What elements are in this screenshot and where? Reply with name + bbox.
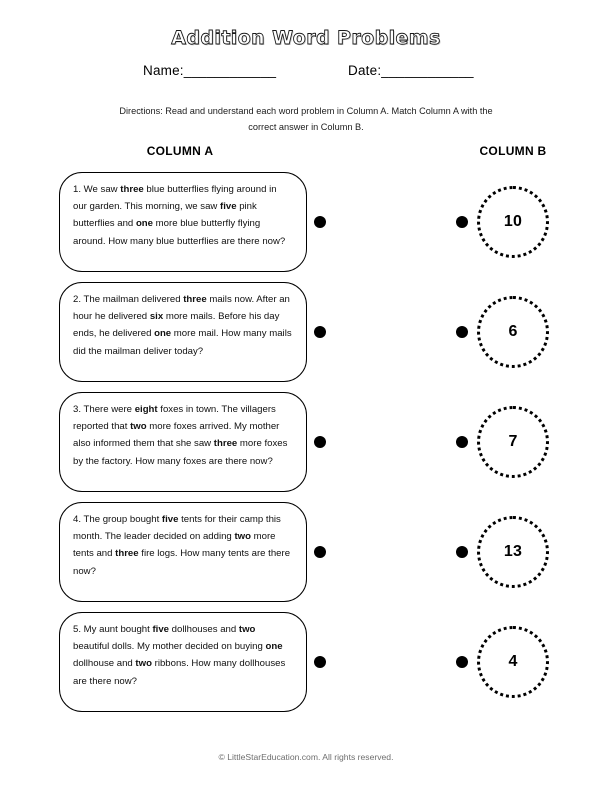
connector-dot-right-3[interactable] [456,436,468,448]
connector-dot-left-3[interactable] [314,436,326,448]
match-rows [0,172,612,722]
column-a-header: COLUMN A [146,144,214,158]
column-b-header: COLUMN B [479,144,547,158]
match-row [0,282,612,392]
connector-dot-right-2[interactable] [456,326,468,338]
directions-text: Directions: Read and understand each word problem in Column A. Match Column A with the correct answer in Column B. [119,106,493,132]
connector-dot-right-4[interactable] [456,546,468,558]
answer-circle-3[interactable]: 7 [477,406,549,478]
problem-box-5[interactable]: 5. My aunt bought five dollhouses and two beautiful dolls. My mother decided on buying one dollhouse and two ribbons. How many dollhouses are there now? [59,612,307,712]
connector-dot-right-5[interactable] [456,656,468,668]
answer-circle-2[interactable]: 6 [477,296,549,368]
problem-box-4[interactable]: 4. The group bought five tents for their camp this month. The leader decided on adding two more tents and three fire logs. How many tents are there now? [59,502,307,602]
connector-dot-left-1[interactable] [314,216,326,228]
connector-dot-left-5[interactable] [314,656,326,668]
answer-circle-1[interactable]: 10 [477,186,549,258]
date-field-label[interactable]: Date:____________ [348,63,474,78]
answer-circle-4[interactable]: 13 [477,516,549,588]
match-row [0,502,612,612]
match-row [0,392,612,502]
name-field-label[interactable]: Name:____________ [143,63,277,78]
connector-dot-right-1[interactable] [456,216,468,228]
match-row [0,612,612,722]
connector-dot-left-4[interactable] [314,546,326,558]
copyright-footer: © LittleStarEducation.com. All rights reserved. [218,752,394,762]
problem-box-2[interactable]: 2. The mailman delivered three mails now. After an hour he delivered six more mails. Before his day ends, he delivered one more mail. How many mails did the mailman deliver today? [59,282,307,382]
name-date-line [0,63,612,83]
answer-circle-5[interactable]: 4 [477,626,549,698]
connector-dot-left-2[interactable] [314,326,326,338]
page-title: Addition Word Problems [171,27,441,49]
problem-box-3[interactable]: 3. There were eight foxes in town. The villagers reported that two more foxes arrived. My mother also informed them that she saw three more foxes by the factory. How many foxes are there now? [59,392,307,492]
problem-box-1[interactable]: 1. We saw three blue butterflies flying around in our garden. This morning, we saw five pink butterflies and one more blue butterfly flying around. How many blue butterflies are there now? [59,172,307,272]
match-row [0,172,612,282]
